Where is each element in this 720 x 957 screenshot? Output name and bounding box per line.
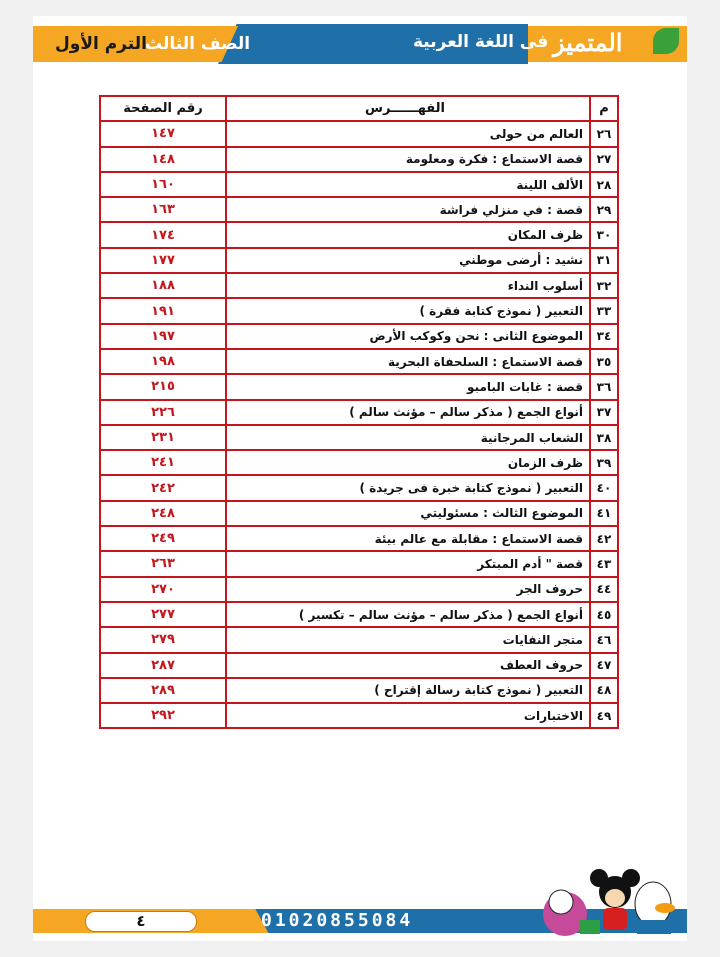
table-row bbox=[100, 501, 618, 526]
row-title: قصة : في منزلي فراشة bbox=[226, 197, 590, 222]
table-row bbox=[100, 425, 618, 450]
table-row bbox=[100, 653, 618, 678]
row-number: ٤٨ bbox=[590, 678, 618, 703]
row-title: نشيد : أرضى موطني bbox=[226, 248, 590, 273]
row-number: ٣٤ bbox=[590, 324, 618, 349]
table-row bbox=[100, 121, 618, 146]
row-number: ٣٠ bbox=[590, 222, 618, 247]
row-number: ٣١ bbox=[590, 248, 618, 273]
table-header-row bbox=[100, 96, 618, 121]
row-page: ١٦٠ bbox=[100, 172, 226, 197]
row-page: ٢٤٩ bbox=[100, 526, 226, 551]
brand-logo-text: المتميز bbox=[553, 28, 623, 57]
row-title: متجر النفايات bbox=[226, 627, 590, 652]
phone-number: 01020855084 bbox=[261, 910, 414, 931]
row-title: أسلوب النداء bbox=[226, 273, 590, 298]
row-number: ٣٧ bbox=[590, 400, 618, 425]
table-row bbox=[100, 475, 618, 500]
row-number: ٣٣ bbox=[590, 298, 618, 323]
page-number: ٤ bbox=[85, 911, 197, 932]
leaf-icon bbox=[653, 28, 679, 54]
row-page: ٢٤٨ bbox=[100, 501, 226, 526]
row-title: قصة : غابات البامبو bbox=[226, 374, 590, 399]
row-title: الموضوع الثانى : نحن وكوكب الأرض bbox=[226, 324, 590, 349]
row-number: ٢٨ bbox=[590, 172, 618, 197]
row-title: الشعاب المرجانية bbox=[226, 425, 590, 450]
row-number: ٣٨ bbox=[590, 425, 618, 450]
table-row bbox=[100, 324, 618, 349]
row-page: ٢٢٦ bbox=[100, 400, 226, 425]
row-title: حروف الجر bbox=[226, 577, 590, 602]
cartoon-characters-image bbox=[525, 862, 685, 940]
contents-table bbox=[99, 95, 619, 729]
row-number: ٤٩ bbox=[590, 703, 618, 728]
table-row bbox=[100, 450, 618, 475]
row-title: الألف اللينة bbox=[226, 172, 590, 197]
row-page: ٢٧٠ bbox=[100, 577, 226, 602]
row-page: ١٦٣ bbox=[100, 197, 226, 222]
header-term: الترم الأول bbox=[55, 34, 147, 54]
row-number: ٤٤ bbox=[590, 577, 618, 602]
table-row bbox=[100, 273, 618, 298]
document-page bbox=[33, 16, 687, 941]
row-title: التعبير ( نموذج كتابة رسالة إقتراح ) bbox=[226, 678, 590, 703]
row-title: حروف العطف bbox=[226, 653, 590, 678]
row-page: ٢١٥ bbox=[100, 374, 226, 399]
row-page: ٢٤٢ bbox=[100, 475, 226, 500]
row-page: ٢٧٩ bbox=[100, 627, 226, 652]
row-number: ٢٦ bbox=[590, 121, 618, 146]
row-number: ٤١ bbox=[590, 501, 618, 526]
row-number: ٣٥ bbox=[590, 349, 618, 374]
row-title: الاختبارات bbox=[226, 703, 590, 728]
row-number: ٤٠ bbox=[590, 475, 618, 500]
row-page: ١٩٨ bbox=[100, 349, 226, 374]
row-number: ٣٢ bbox=[590, 273, 618, 298]
row-number: ٣٦ bbox=[590, 374, 618, 399]
header-grade: الصف الثالث bbox=[145, 34, 251, 54]
row-title: التعبير ( نموذج كتابة فقرة ) bbox=[226, 298, 590, 323]
row-number: ٤٦ bbox=[590, 627, 618, 652]
table-row bbox=[100, 222, 618, 247]
table-body bbox=[100, 121, 618, 728]
row-number: ٤٢ bbox=[590, 526, 618, 551]
row-number: ٢٩ bbox=[590, 197, 618, 222]
row-title: قصة الاستماع : السلحفاة البحرية bbox=[226, 349, 590, 374]
table-row bbox=[100, 298, 618, 323]
table-row bbox=[100, 678, 618, 703]
table-row bbox=[100, 248, 618, 273]
table-row bbox=[100, 374, 618, 399]
row-title: ظرف الزمان bbox=[226, 450, 590, 475]
column-header-number: م bbox=[590, 96, 618, 121]
row-title: قصة الاستماع : مقابلة مع عالم بيئة bbox=[226, 526, 590, 551]
row-number: ٤٥ bbox=[590, 602, 618, 627]
table-row bbox=[100, 172, 618, 197]
row-page: ١٤٨ bbox=[100, 147, 226, 172]
column-header-page: رقم الصفحة bbox=[100, 96, 226, 121]
table-row bbox=[100, 627, 618, 652]
row-number: ٤٧ bbox=[590, 653, 618, 678]
row-page: ٢٤١ bbox=[100, 450, 226, 475]
row-number: ٤٣ bbox=[590, 551, 618, 576]
row-page: ١٧٧ bbox=[100, 248, 226, 273]
row-page: ١٩١ bbox=[100, 298, 226, 323]
table-row bbox=[100, 703, 618, 728]
row-page: ٢٩٢ bbox=[100, 703, 226, 728]
table-row bbox=[100, 147, 618, 172]
row-page: ١٤٧ bbox=[100, 121, 226, 146]
row-page: ٢٣١ bbox=[100, 425, 226, 450]
row-title: ظرف المكان bbox=[226, 222, 590, 247]
row-page: ١٩٧ bbox=[100, 324, 226, 349]
table-row bbox=[100, 400, 618, 425]
row-title: العالم من حولى bbox=[226, 121, 590, 146]
table-row bbox=[100, 526, 618, 551]
row-title: الموضوع الثالث : مسئوليتي bbox=[226, 501, 590, 526]
row-page: ٢٧٧ bbox=[100, 602, 226, 627]
row-number: ٣٩ bbox=[590, 450, 618, 475]
row-page: ٢٨٧ bbox=[100, 653, 226, 678]
table-row bbox=[100, 349, 618, 374]
row-title: أنواع الجمع ( مذكر سالم – مؤنث سالم – تكسير ) bbox=[226, 602, 590, 627]
column-header-index: الفهــــــرس bbox=[226, 96, 590, 121]
table-row bbox=[100, 602, 618, 627]
row-title: قصة " أدم المبتكر bbox=[226, 551, 590, 576]
table-row bbox=[100, 197, 618, 222]
row-page: ١٨٨ bbox=[100, 273, 226, 298]
row-title: أنواع الجمع ( مذكر سالم – مؤنث سالم ) bbox=[226, 400, 590, 425]
row-number: ٢٧ bbox=[590, 147, 618, 172]
row-title: قصة الاستماع : فكرة ومعلومة bbox=[226, 147, 590, 172]
row-title: التعبير ( نموذج كتابة خبرة فى جريدة ) bbox=[226, 475, 590, 500]
table-row bbox=[100, 551, 618, 576]
row-page: ١٧٤ bbox=[100, 222, 226, 247]
header-subject: فى اللغة العربية bbox=[413, 32, 549, 52]
table-row bbox=[100, 577, 618, 602]
row-page: ٢٦٣ bbox=[100, 551, 226, 576]
row-page: ٢٨٩ bbox=[100, 678, 226, 703]
